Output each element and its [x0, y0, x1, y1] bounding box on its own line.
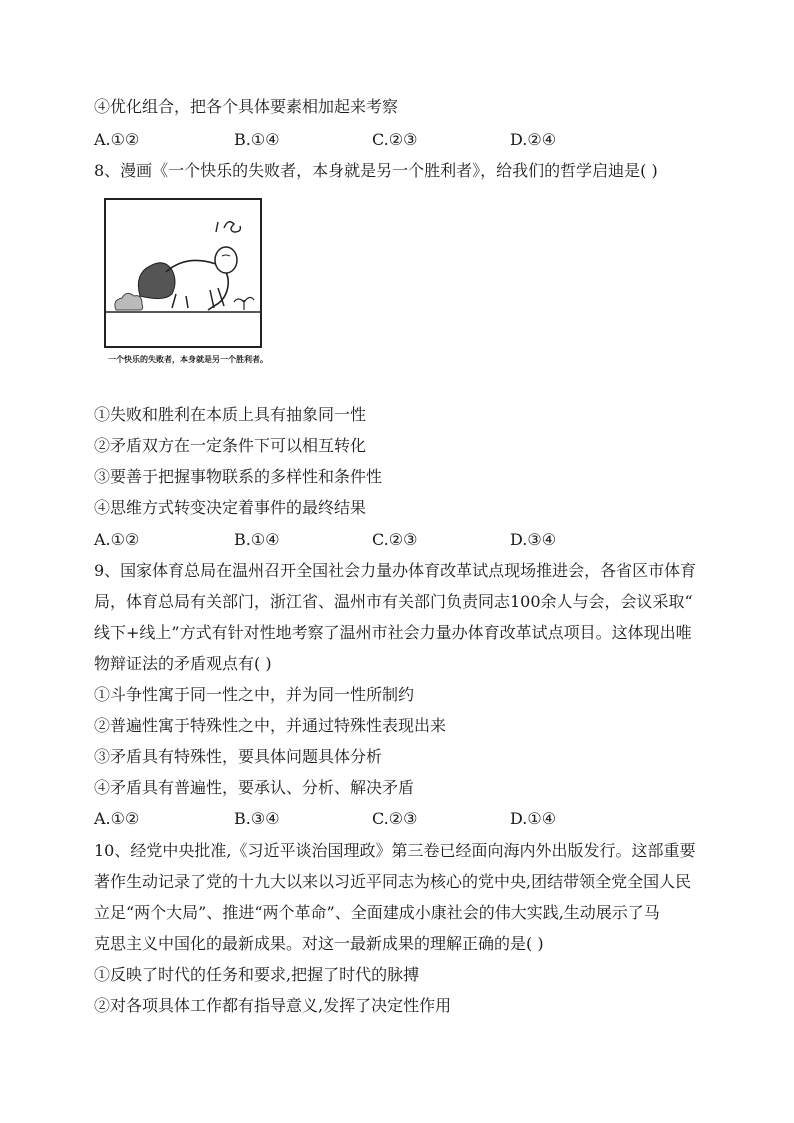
- q8-option-d: D.③④: [510, 530, 557, 549]
- q7-option-d: D.②④: [510, 130, 557, 149]
- q9-item-4: ④矛盾具有普遍性，要承认、分析、解决矛盾: [94, 778, 415, 797]
- q9-option-c: C.②③: [372, 809, 418, 828]
- q9-stem-line-3: 线下+线上”方式有针对性地考察了温州市社会力量办体育改革试点项目。这体现出唯: [94, 623, 692, 642]
- cartoon-caption: 一个快乐的失败者，本身就是另一个胜利者。: [108, 355, 268, 364]
- q8-item-2: ②矛盾双方在一定条件下可以相互转化: [94, 436, 367, 455]
- q8-item-4: ④思维方式转变决定着事件的最终结果: [94, 498, 367, 517]
- q7-option-b: B.①④: [234, 130, 280, 149]
- q9-option-a: A.①②: [94, 809, 140, 828]
- q8-options: [94, 530, 714, 550]
- q8-option-c: C.②③: [372, 530, 418, 549]
- q8-option-a: A.①②: [94, 530, 140, 549]
- q7-options: [94, 130, 714, 150]
- q9-item-2: ②普遍性寓于特殊性之中，并通过特殊性表现出来: [94, 716, 447, 735]
- q10-stem-line-2: 著作生动记录了党的十九大以来以习近平同志为核心的党中央,团结带领全党全国人民: [94, 872, 692, 891]
- q8-item-3: ③要善于把握事物联系的多样性和条件性: [94, 467, 383, 486]
- q9-option-b: B.③④: [234, 809, 280, 828]
- q10-stem-line-4: 克思主义中国化的最新成果。对这一最新成果的理解正确的是( ): [94, 934, 544, 953]
- q9-options: [94, 809, 714, 829]
- q9-stem-line-2: 局，体育总局有关部门，浙江省、温州市有关部门负责同志100余人与会，会议采取“: [94, 592, 693, 611]
- cartoon-drawing-icon: [106, 200, 260, 346]
- q7-option-a: A.①②: [94, 130, 140, 149]
- q9-item-3: ③矛盾具有特殊性，要具体问题具体分析: [94, 747, 383, 766]
- q9-stem-line-1: 9、国家体育总局在温州召开全国社会力量办体育改革试点现场推进会，各省区市体育: [94, 561, 697, 580]
- q7-option-c: C.②③: [372, 130, 418, 149]
- q9-stem-line-4: 物辩证法的矛盾观点有( ): [94, 654, 272, 673]
- q7-item-4: ④优化组合，把各个具体要素相加起来考察: [94, 97, 399, 116]
- q8-stem: 8、漫画《一个快乐的失败者，本身就是另一个胜利者》，给我们的哲学启迪是( ): [94, 161, 658, 180]
- q8-item-1: ①失败和胜利在本质上具有抽象同一性: [94, 405, 367, 424]
- q9-option-d: D.①④: [510, 809, 557, 828]
- q10-item-1: ①反映了时代的任务和要求,把握了时代的脉搏: [94, 965, 420, 984]
- q9-item-1: ①斗争性寓于同一性之中，并为同一性所制约: [94, 685, 415, 704]
- cartoon-frame: [104, 198, 262, 348]
- q10-stem-line-1: 10、经党中央批准,《习近平谈治国理政》第三卷已经面向海内外出版发行。这部重要: [94, 841, 696, 860]
- q8-option-b: B.①④: [234, 530, 280, 549]
- q10-stem-line-3: 立足“两个大局”、推进“两个革命”、全面建成小康社会的伟大实践,生动展示了马: [94, 903, 660, 922]
- q10-item-2: ②对各项具体工作都有指导意义,发挥了决定性作用: [94, 996, 452, 1015]
- q8-cartoon: [102, 192, 282, 382]
